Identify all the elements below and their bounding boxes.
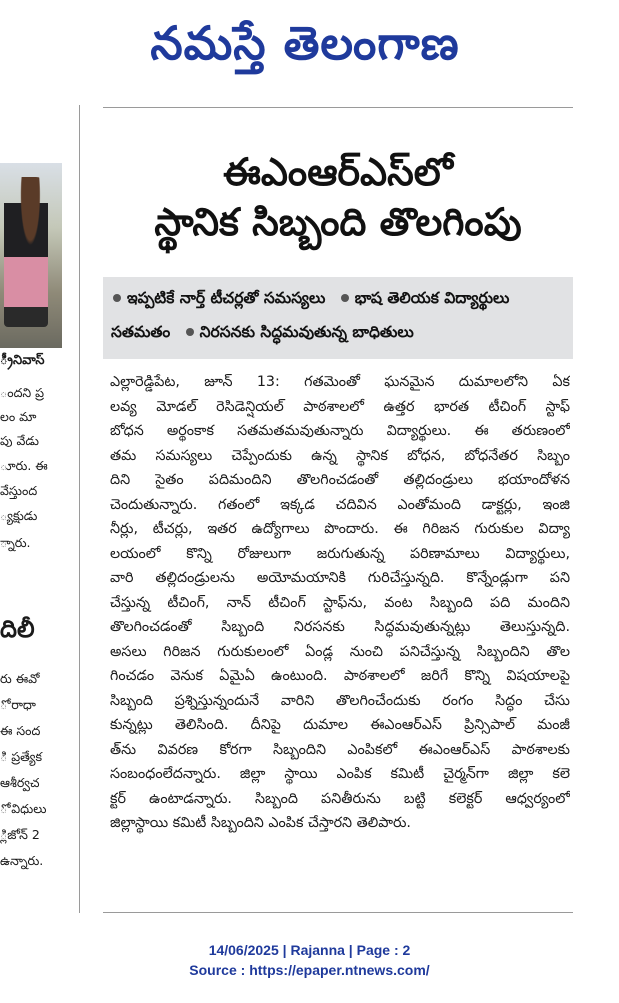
person-figure	[4, 177, 48, 327]
body-line: గించడం వెనుక ఏమైఏ ఉంటుంది. పాఠశాలలో జరిగే కొన్ని విషయాలపై	[110, 668, 570, 684]
headline-line-2: స్థానిక సిబ్బంది తొలగింపు	[154, 200, 522, 244]
left-text-line: ూరు. ఈ	[0, 458, 48, 473]
left-text-line: లం మా	[0, 409, 37, 424]
left-text-line: ్యక్షుడు	[0, 508, 38, 523]
footer-source: Source : https://epaper.ntnews.com/	[189, 962, 430, 978]
body-line: ఎల్లారెడ్డిపేట, జూన్ 13: గతమెంతో ఘనమైన దుమాలలోని ఏక	[110, 374, 570, 390]
left-text-line: వేస్తుంద	[0, 483, 38, 498]
subheadline-box	[103, 277, 573, 359]
body-line: చేస్తున్న టీచింగ్, నాన్ టీచింగ్ స్టాఫ్‌ను, వంట సిబ్బంది పది మందిని	[110, 594, 570, 611]
left-text-line: ఆశీర్వచ	[0, 775, 40, 790]
left-text-line: ందని ప్ర	[0, 385, 45, 400]
left-text-line: ్లిజోన్ 2	[0, 827, 40, 842]
body-line: అసలు గిరిజన గురుకులంలో ఏండ్ల నుంచి పనిచేస్తున్న సిబ్బందిని తొల	[110, 643, 570, 660]
bullet-icon	[186, 328, 194, 336]
body-line: సంబంధంలేదన్నారు. జిల్లా స్థాయి ఎంపిక కమిటీ చైర్మన్‌గా జిల్లా కలె	[110, 766, 570, 782]
footer-date-edition: 14/06/2025 | Rajanna | Page : 2	[208, 942, 411, 958]
left-text-line: ్నారు.	[0, 535, 31, 550]
subhead-text: సతమతం	[111, 323, 171, 341]
headline-line-1: ఈఎంఆర్ఎస్‌లో	[223, 150, 453, 194]
article-body	[110, 370, 570, 836]
masthead-logo: నమస్తే తెలంగాణ	[150, 16, 460, 70]
left-text-line: ఉన్నారు.	[0, 853, 44, 868]
bullet-icon	[341, 294, 349, 302]
left-text-line: పు వేడు	[0, 433, 39, 448]
left-text-line: రు ఈవో	[0, 671, 40, 686]
column-divider	[79, 105, 80, 913]
body-line: త్‌ను వివరణ కోరగా సిబ్బందిని ఎంపికలో ఈఎంఆర్ఎస్ పాఠశాలకు	[110, 741, 570, 758]
body-line: క్టర్ ఉంటాడన్నారు. సిబ్బంది పనితీరును బట్టి కలెక్టర్ ఆధ్వర్యంలో	[110, 790, 570, 807]
body-line: తమ సమస్యలు చెప్పేందుకు ఉన్న స్థానిక బోధన, బోధనేతర సిబ్బం	[110, 447, 570, 464]
left-text-line: ఈ సంద	[0, 723, 41, 738]
subhead-text: ఇప్పటికే నార్త్ టీచర్లతో సమస్యలు	[127, 289, 326, 307]
body-line: లయంలో కొన్ని రోజులుగా జరుగుతున్న పరిణామాలు విద్యార్థులు,	[110, 545, 570, 562]
left-photo	[0, 163, 62, 348]
body-line: కున్నట్లు తెలిసింది. దీనిపై దుమాల ఈఎంఆర్ఎస్ ప్రిన్సిపాల్ మంజీ	[110, 717, 570, 733]
left-text-line: ో రాధా	[0, 697, 36, 712]
subhead-text: నిరసనకు సిద్ధమవుతున్న బాధితులు	[199, 323, 414, 341]
left-adjacent-column	[0, 105, 76, 925]
body-line: జిల్లాస్థాయి కమిటీ సిబ్బందిని ఎంపిక చేస్తారని తెలిపారు.	[110, 815, 411, 831]
left-text-line: ో విధులు	[0, 801, 47, 816]
photo-caption: ్రీనివాస్	[0, 353, 45, 368]
body-line: లవ్య మోడల్ రెసిడెన్షియల్ పాఠశాలలో ఉత్తర భారత టీచింగ్ స్టాఫ్	[110, 398, 570, 415]
body-line: బోధన అర్థంకాక సతమతమవుతున్నారు విద్యార్థులు. ఈ తరుణంలో	[110, 423, 570, 439]
subhead-row-1	[111, 289, 509, 311]
left-heading: దిలీ	[0, 615, 35, 643]
body-line: సిబ్బంది ప్రశ్నిస్తున్నందునే వారిని తొలగించేందుకు రంగం సిద్ధం చేసు	[110, 692, 570, 709]
subhead-row-2	[111, 323, 414, 345]
body-line: తొలగించడంతో సిబ్బంది నిరసనకు సిద్ధమవుతున్నట్లు తెలుస్తున్నది.	[110, 619, 570, 635]
article-headline	[103, 148, 573, 248]
body-line: నీర్లు, టీచర్లు, ఇతర ఉద్యోగాలు పొందారు. ఈ గిరిజన గురుకుల విద్యా	[110, 521, 570, 537]
body-line: వారి తల్లిదండ్రులను అయోమయానికి గురిచేస్తున్నది. కొన్నేండ్లుగా పని	[110, 570, 570, 586]
body-line: దిని సైతం పదిమందిని తొలగించడంతో తల్లిదండ్రులు భయాందోళన	[110, 472, 570, 488]
left-text-line: ి ప్రత్యేక	[0, 749, 42, 764]
body-line: చెందుతున్నారు. గతంలో ఇక్కడ చదివిన ఎంతోమంది డాక్టర్లు, ఇంజి	[110, 496, 570, 513]
page-footer	[0, 940, 619, 980]
subhead-text: భాష తెలియక విద్యార్థులు	[354, 289, 510, 307]
article-top-rule	[103, 107, 573, 108]
article-bottom-rule	[103, 912, 573, 913]
bullet-icon	[113, 294, 121, 302]
